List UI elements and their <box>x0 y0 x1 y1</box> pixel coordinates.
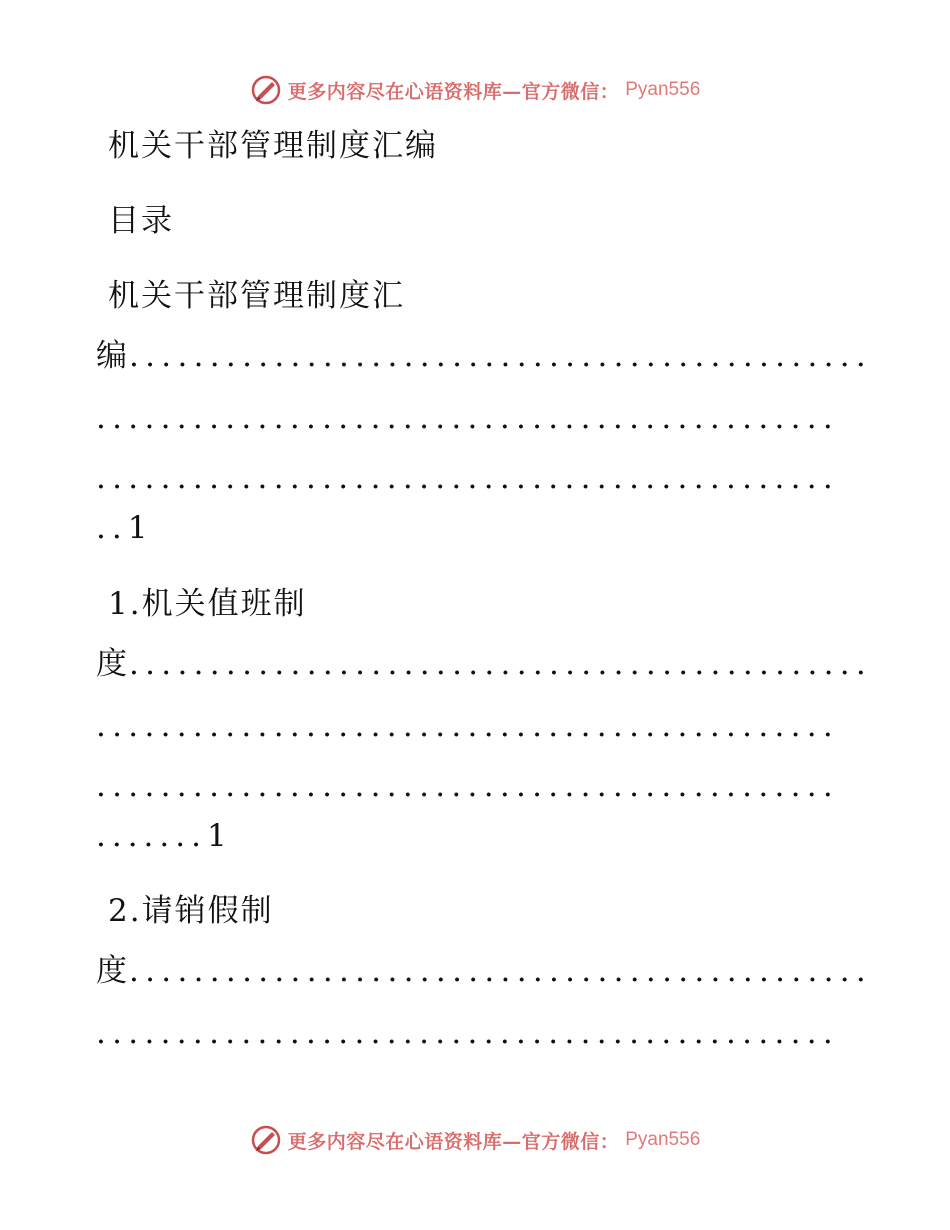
toc-entry-title[interactable]: 2.请销假制 <box>108 893 274 929</box>
toc-leader-row <box>96 398 841 438</box>
toc-leader-row <box>96 458 841 498</box>
toc-leader-dots: .. <box>96 510 128 546</box>
toc-heading: 目录 <box>108 203 174 239</box>
watermark-account: Pyan556 <box>625 79 701 100</box>
toc-entry-title-end: 编 <box>96 338 129 374</box>
toc-leader-dots: .............................................. <box>96 400 840 436</box>
toc-page-row <box>96 508 149 548</box>
pen-logo-icon <box>250 74 282 106</box>
watermark-text: 更多内容尽在心语资料库—官方微信： <box>287 80 620 103</box>
toc-leader-row <box>96 1013 841 1053</box>
toc-entry-title-end: 度 <box>96 953 129 989</box>
toc-leader-dots: .............................................. <box>96 1015 840 1051</box>
toc-entry-continuation[interactable] <box>96 951 874 991</box>
toc-entry-continuation[interactable] <box>96 336 874 376</box>
toc-leader-dots: ....... <box>96 818 207 854</box>
toc-leader-dots: .............................................. <box>129 953 873 989</box>
toc-leader-row <box>96 766 841 806</box>
toc-page-number: 1 <box>206 818 229 854</box>
toc-leader-row <box>96 706 841 746</box>
toc-page-number: 1 <box>127 510 150 546</box>
pen-logo-icon <box>250 1124 282 1156</box>
toc-leader-dots: .............................................. <box>129 338 873 374</box>
toc-entry-continuation[interactable] <box>96 644 874 684</box>
toc-page-row <box>96 816 229 856</box>
toc-entry-title-end: 度 <box>96 646 129 682</box>
toc-entry-title[interactable]: 机关干部管理制度汇 <box>108 278 405 314</box>
toc-leader-dots: .............................................. <box>129 646 873 682</box>
header-watermark <box>0 70 950 110</box>
document-title: 机关干部管理制度汇编 <box>108 128 438 164</box>
watermark-account: Pyan556 <box>625 1129 701 1150</box>
toc-entry-title[interactable]: 1.机关值班制 <box>108 586 307 622</box>
footer-watermark <box>0 1120 950 1160</box>
watermark-text: 更多内容尽在心语资料库—官方微信： <box>287 1130 620 1153</box>
toc-leader-dots: .............................................. <box>96 768 840 804</box>
toc-leader-dots: .............................................. <box>96 708 840 744</box>
toc-leader-dots: .............................................. <box>96 460 840 496</box>
